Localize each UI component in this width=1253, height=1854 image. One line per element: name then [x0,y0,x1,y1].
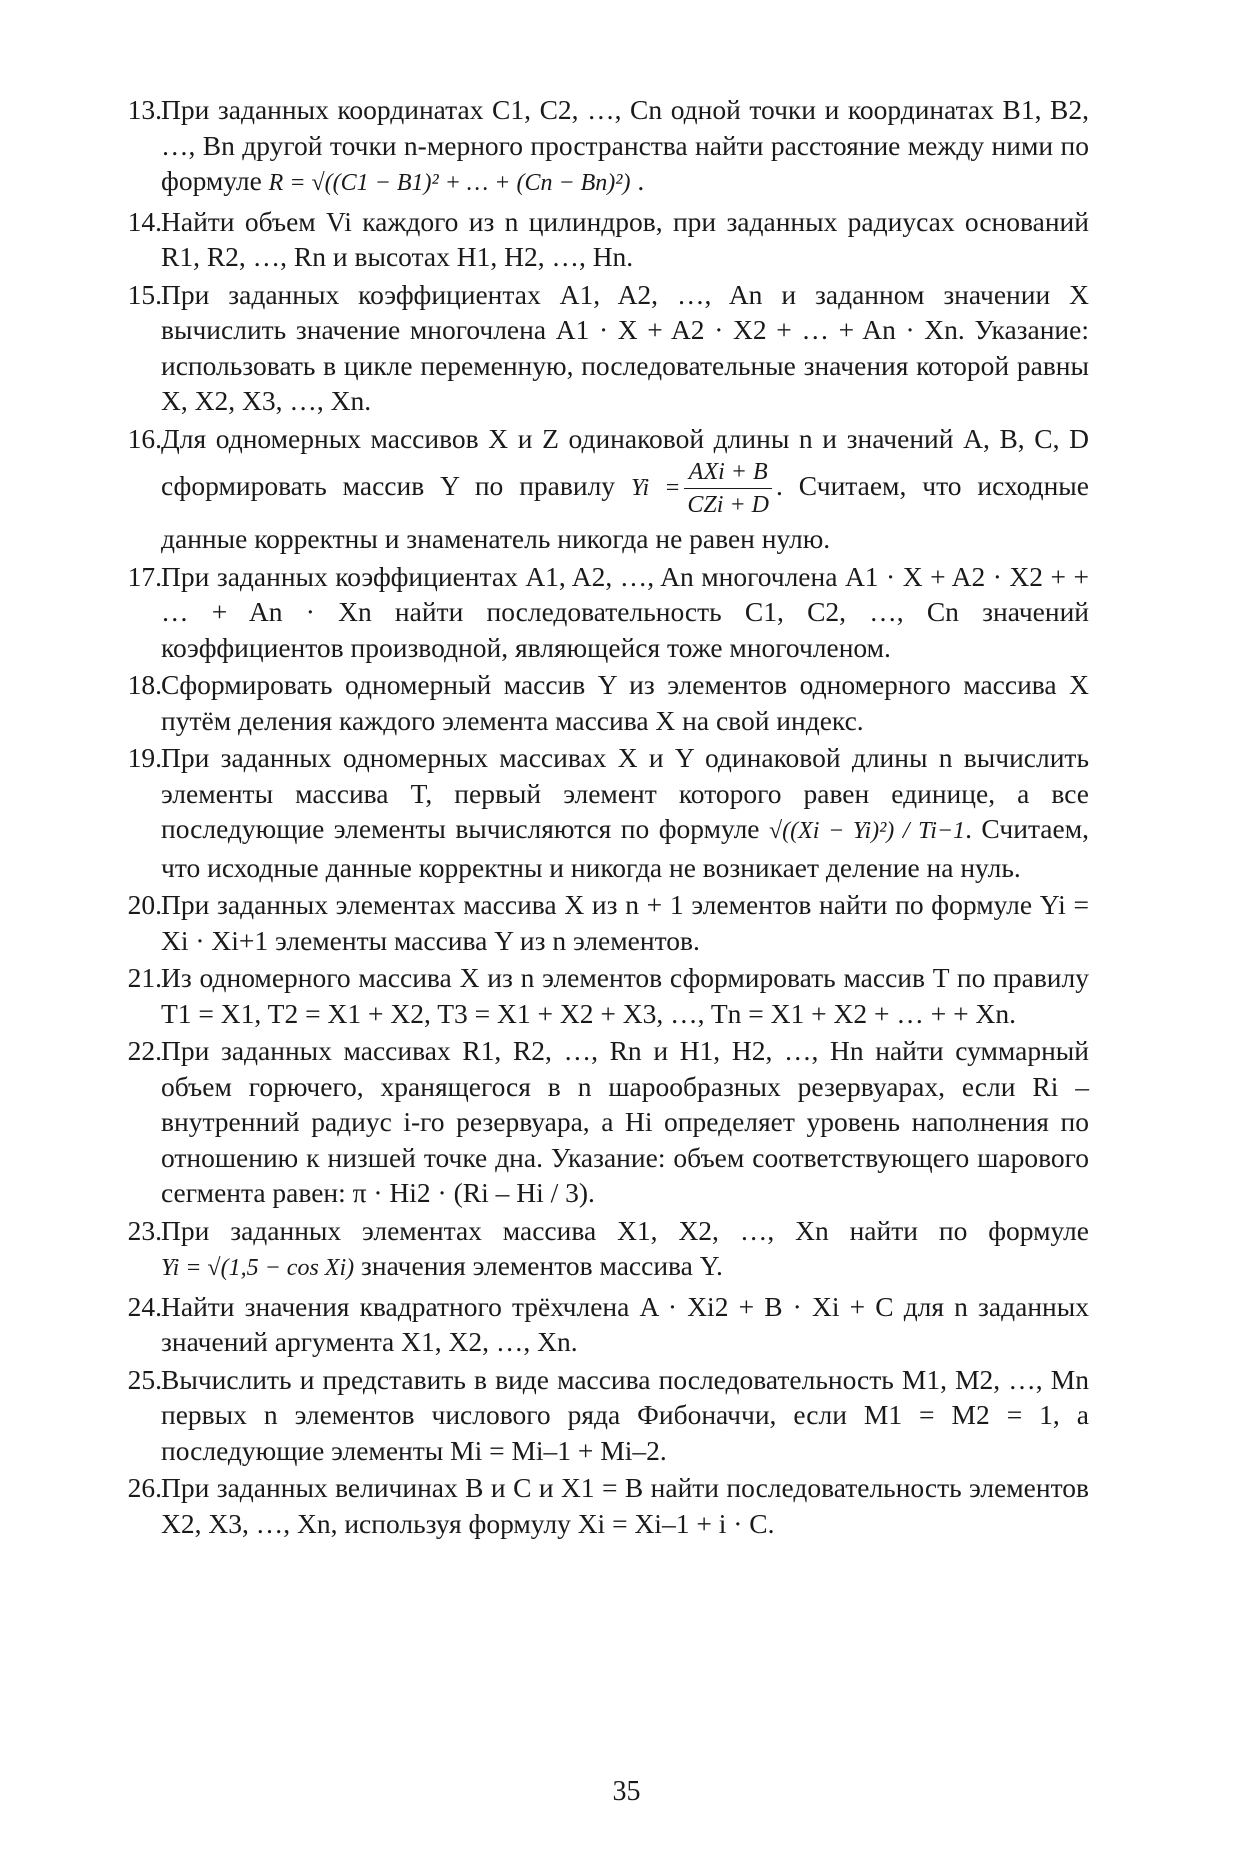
distance-formula: R = √((C1 − B1)² + … + (Cn − Bn)²) [268,170,631,196]
task-item [0,277,1253,419]
task-item [0,1362,1253,1469]
task-text-segment: При заданных координатах C1, C2, …, Cn одной точки и координатах B1, B2, …, Bn другой точки n-мерного пространства найти расстояние между ними по формуле [161,94,1089,196]
task-item [0,667,1253,738]
task-text [161,740,1089,885]
fraction [684,456,772,521]
fraction-denominator: CZi + D [687,492,769,518]
task-number: 16. [127,422,162,454]
task-number: 25. [127,1363,162,1395]
task-item [0,887,1253,958]
task-number: 18. [127,669,162,700]
task-number: 23. [127,1214,162,1246]
task-number: 22. [127,1035,162,1066]
task-text [161,204,1089,275]
task-text [161,277,1089,419]
task-text [161,1470,1089,1541]
task-text-segment: Найти объем Vi каждого из n цилиндров, при заданных радиусах оснований R1, R2, …, Rn и высотах H1, H2, …, Hn. [161,205,1089,272]
task-item [0,421,1253,557]
task-text [161,960,1089,1031]
inline-formula: Yi = √(1,5 − cos Xi) [161,1255,355,1281]
task-text-segment: При заданных массивах R1, R2, …, Rn и H1, H2, …, Hn найти суммарный объем горючего, хранящегося в n шарообразных резервуарах, если Ri – внутренний радиус i-го резервуара, а Hi определяет уровень наполнения по отношению к низшей точке дна. Указание: объем соответствующего шарового сегмента равен: π · Hi2 · (Ri – Hi / 3). [161,1035,1089,1208]
task-number: 15. [127,278,162,310]
task-number: 26. [127,1472,162,1503]
task-item [0,740,1253,885]
task-text-segment: Для одномерных массивов X и Z одинаковой длины n и значений A, B, C, D сформировать массив Y по правилу [161,422,1089,501]
task-text [161,1289,1089,1360]
task-text [161,1362,1089,1469]
formula-lhs: Yi = [630,474,681,501]
task-text-segment: значения элементов массива Y. [354,1250,723,1281]
task-text-segment: При заданных элементах массива X из n + 1 элементов найти по формуле Yi = Xi · Xi+1 элементы массива Y из n элементов. [161,889,1089,956]
task-list [0,92,1253,1541]
task-item [0,1470,1253,1541]
task-text-segment: Из одномерного массива X из n элементов сформировать массив T по правилу T1 = X1, T2 = X1 + X2, T3 = X1 + X2 + X3, …, Tn = X1 + X2 + … + + Xn. [161,962,1089,1029]
task-text: При заданных координатах C1, C2, …, Cn одной точки и координатах B1, B2, …, Bn другой точки n-мерного пространства найти расстояние между ними по формуле R = √((C1 − B1)² + … + (Cn − Bn)²) . [161,94,1089,196]
task-number: 17. [127,560,162,592]
task-text-segment: При заданных величинах B и C и X1 = B найти последовательность элементов X2, X3, …, Xn, используя формулу Xi = Xi–1 + i · C. [161,1472,1089,1539]
task-text [161,421,1089,557]
task-text-segment: При заданных элементах массива X1, X2, …, Xn найти по формуле [161,1214,1089,1246]
task-item [0,1213,1253,1287]
task-number: 19. [127,742,162,773]
task-text-segment: Найти значения квадратного трёхчлена A · Xi2 + B · Xi + C для n заданных значений аргумента X1, X2, …, Xn. [161,1290,1089,1357]
task-text-segment: При заданных коэффициентах A1, A2, …, An многочлена A1 · X + A2 · X2 + + … + An · Xn найти последовательность C1, C2, …, Cn значений коэффициентов производной, являющейся тоже многочленом. [161,560,1089,663]
task-item [0,960,1253,1031]
task-number: 14. [127,205,162,237]
task-text-segment: Сформировать одномерный массив Y из элементов одномерного массива X путём деления каждого элемента массива X на свой индекс. [161,669,1089,736]
task-text [161,559,1089,666]
inline-formula: √((Xi − Yi)²) / Ti−1 [768,818,966,844]
task-item [0,559,1253,666]
task-number: 20. [127,889,162,920]
task-number: 24. [127,1290,162,1322]
task-text-segment: . Считаем, что исходные данные корректны и никогда не возникает деление на нуль. [161,813,1089,883]
page-number: 35 [612,1776,641,1807]
fraction-numerator: AXi + B [684,456,772,489]
task-item [0,204,1253,275]
task-item [0,1289,1253,1360]
task-text-segment: . Считаем, что исходные данные корректны и знаменатель никогда не равен нулю. [161,469,1089,554]
task-number: 21. [127,962,162,993]
task-item [0,1033,1253,1211]
task-text-segment: При заданных коэффициентах A1, A2, …, An и заданном значении X вычислить значение многочлена A1 · X + A2 · X2 + … + An · Xn. Указание: использовать в цикле переменную, последовательные значения которой равны X, X2, X3, …, Xn. [161,278,1089,416]
task-text [161,887,1089,958]
task-text-segment: Вычислить и представить в виде массива последовательность M1, M2, …, Mn первых n элементов числового ряда Фибоначчи, если M1 = M2 = 1, а последующие элементы Mi = Mi–1 + Mi–2. [161,1363,1089,1466]
task-text [161,1033,1089,1211]
task-item [0,92,1253,202]
task-text [161,667,1089,738]
task-text-segment: При заданных одномерных массивах X и Y одинаковой длины n вычислить элементы массива T, первый элемент которого равен единице, а все последующие элементы вычисляются по формуле [161,742,1089,844]
task-text [161,1213,1089,1287]
task-number: 13. [127,94,162,125]
